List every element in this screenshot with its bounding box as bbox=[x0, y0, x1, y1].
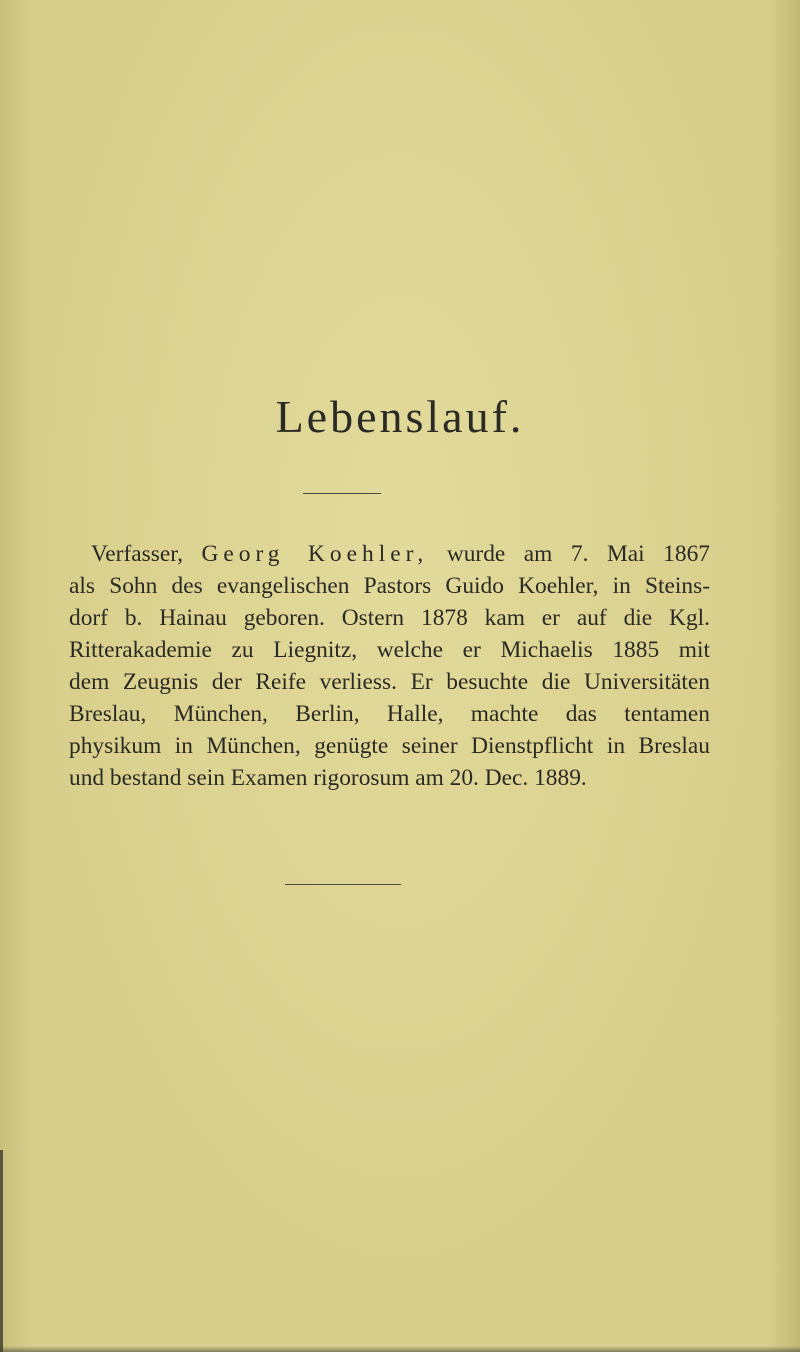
title-divider bbox=[303, 493, 381, 494]
text-line-3: dorf b. Hainau geboren. Ostern 1878 kam er auf die Kgl. bbox=[69, 605, 710, 631]
author-name: Georg Koehler, bbox=[201, 541, 429, 567]
text-line-5: dem Zeugnis der Reife verliess. Er besuchte die Universitäten bbox=[69, 669, 710, 695]
text-line-8: und bestand sein Examen rigorosum am 20. Dec. 1889. bbox=[69, 765, 587, 791]
page-title: Lebenslauf. bbox=[275, 391, 525, 442]
biography-paragraph bbox=[69, 538, 710, 794]
text-line-4: Ritterakademie zu Liegnitz, welche er Michaelis 1885 mit bbox=[69, 637, 710, 663]
text-line-1 bbox=[69, 538, 710, 570]
text-line-7: physikum in München, genügte seiner Dienstpflicht in Breslau bbox=[69, 733, 710, 759]
closing-divider bbox=[285, 884, 401, 885]
line1-prefix: Verfasser, bbox=[91, 541, 183, 567]
line1-suffix: wurde am 7. Mai 1867 bbox=[446, 541, 710, 567]
text-line-2: als Sohn des evangelischen Pastors Guido Koehler, in Steins- bbox=[69, 573, 710, 599]
page-edge-shadow bbox=[0, 1150, 3, 1352]
text-line-6: Breslau, München, Berlin, Halle, machte das tentamen bbox=[69, 701, 710, 727]
page-bottom-shadow bbox=[0, 1346, 800, 1352]
